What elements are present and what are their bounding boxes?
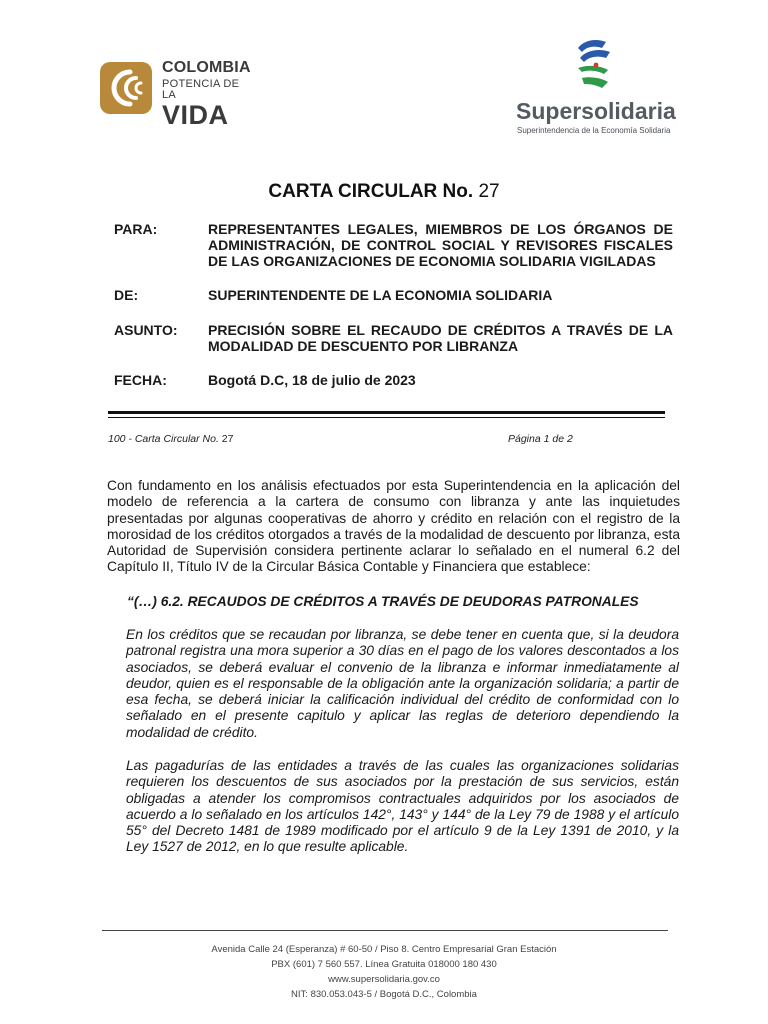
footer xyxy=(0,942,768,1002)
title-label: CARTA CIRCULAR No. xyxy=(268,181,474,202)
colombia-logo-icon xyxy=(100,62,152,114)
circular-reference-prefix: 100 - Carta Circular No. xyxy=(108,433,219,445)
page-indicator: Página 1 de 2 xyxy=(508,433,573,445)
footer-phones: PBX (601) 7 560 557. Línea Gratuita 018000 180 430 xyxy=(271,959,497,970)
supersolidaria-logo xyxy=(510,36,680,140)
footer-nit: NIT: 830.053.043-5 / Bogotá D.C., Colombia xyxy=(291,989,477,1000)
colombia-logo-line2: POTENCIA DE LA xyxy=(162,78,240,101)
field-para-value: REPRESENTANTES LEGALES, MIEMBROS DE LOS ÓRGANOS DE ADMINISTRACIÓN, DE CONTROL SOCIAL Y REVISORES FISCALES DE LAS ORGANIZACIONES DE ECONOMIA SOLIDARIA VIGILADAS xyxy=(208,221,673,269)
supersolidaria-subtitle: Superintendencia de la Economía Solidaria xyxy=(517,126,671,135)
intro-paragraph: Con fundamento en los análisis efectuados por esta Superintendencia en la aplicación del modelo de referencia a la cartera de consumo con libranza y ante las inquietudes presentadas por algunas cooperativas de ahorro y crédito en relación con el registro de la morosidad de los créditos otorgados a través de la modalidad de descuento por libranza, esta Autoridad de Supervisión considera pertinente aclarar lo señalado en el numeral 6.2 del Capítulo II, Título IV de la Circular Básica Contable y Financiera que establece: xyxy=(107,478,680,575)
supersolidaria-hands-icon xyxy=(572,36,616,98)
field-de xyxy=(114,287,674,303)
header-divider-thick xyxy=(108,411,665,414)
quote-paragraph-2: Las pagadurías de las entidades a través de las cuales las organizaciones solidarias requieren los descuentos de sus asociados por la prestación de sus servicios, están obligadas a atender los compromisos contractuales adquiridos por los asociados de acuerdo a lo señalado en los artículos 142°, 143° y 144° de la Ley 79 de 1988 y el artículo 55° del Decreto 1481 de 1989 modificado por el artículo 9 de la Ley 1391 de 2010, y la Ley 1527 de 2012, en lo que resulte aplicable. xyxy=(126,758,679,855)
field-asunto-value: PRECISIÓN SOBRE EL RECAUDO DE CRÉDITOS A TRAVÉS DE LA MODALIDAD DE DESCUENTO POR LIBRANZA xyxy=(208,322,673,354)
colombia-logo-text xyxy=(162,60,251,129)
field-para-label: PARA: xyxy=(114,221,158,237)
field-fecha-label: FECHA: xyxy=(114,372,167,388)
colombia-logo-line3: VIDA xyxy=(162,100,229,130)
document-title xyxy=(0,181,768,203)
field-fecha-value: Bogotá D.C, 18 de julio de 2023 xyxy=(208,372,416,388)
supersolidaria-wordmark: Supersolidaria xyxy=(516,98,676,124)
field-para xyxy=(114,221,674,269)
circular-reference-number: 27 xyxy=(221,433,234,445)
colombia-logo-line1: COLOMBIA xyxy=(162,59,251,76)
circular-reference xyxy=(108,433,233,445)
field-de-label: DE: xyxy=(114,287,139,303)
colombia-potencia-de-la-vida-logo xyxy=(100,59,251,130)
header-divider-thin xyxy=(108,417,665,418)
footer-divider xyxy=(102,930,668,931)
title-number: 27 xyxy=(478,181,500,202)
footer-address: Avenida Calle 24 (Esperanza) # 60-50 / Piso 8. Centro Empresarial Gran Estación xyxy=(211,944,557,955)
quote-paragraph-1: En los créditos que se recaudan por libranza, se debe tener en cuenta que, si la deudora patronal registra una mora superior a 30 días en el pago de los valores descontados a los asociados, se deberá evaluar el convenio de la libranza e informar inmediatamente al deudor, quien es el responsable de la obligación ante la organización solidaria; a partir de esa fecha, se deberá iniciar la calificación individual del crédito de conformidad con lo señalado en el presente capitulo y aplicar las reglas de deterioro dependiendo la modalidad de crédito. xyxy=(126,627,679,740)
quote-heading: “(…) 6.2. RECAUDOS DE CRÉDITOS A TRAVÉS DE DEUDORAS PATRONALES xyxy=(127,594,639,609)
field-de-value: SUPERINTENDENTE DE LA ECONOMIA SOLIDARIA xyxy=(208,287,553,303)
footer-website: www.supersolidaria.gov.co xyxy=(328,974,440,985)
field-asunto-label: ASUNTO: xyxy=(114,322,178,338)
field-asunto xyxy=(114,322,674,354)
field-fecha xyxy=(114,372,674,388)
